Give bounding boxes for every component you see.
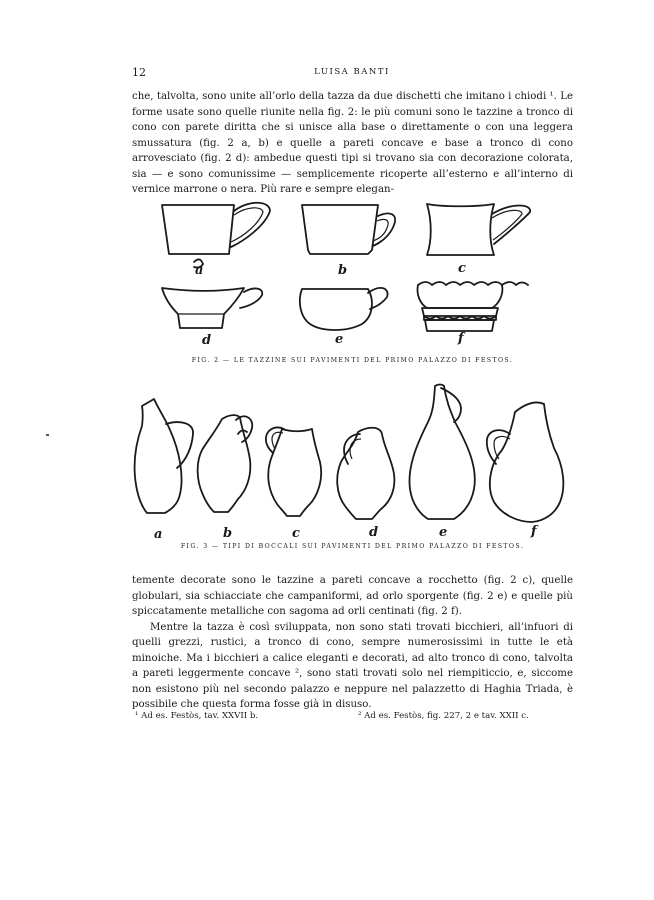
fig3-label-e: e: [439, 525, 448, 540]
figure-2-caption: FIG. 2 — LE TAZZINE SUI PAVIMENTI DEL PRIMO PALAZZO DI FESTOS.: [191, 357, 514, 364]
cup-a-drawing: [162, 203, 270, 268]
page-header: [132, 66, 572, 80]
fig3-label-d: d: [369, 525, 379, 540]
margin-mark: [46, 434, 49, 436]
cup-c-drawing: [427, 204, 530, 255]
cup-e-drawing: [300, 288, 388, 330]
fig2-label-f: f: [458, 331, 464, 346]
paragraph-3-text: Mentre la tazza è così sviluppata, non sono stati trovati bicchieri, all’infuori di quelli grezzi, rustici, a tronco di cono, sempre numerosissimi in tutte le età minoiche. Ma i bicchieri a calice eleganti e decorati, ad alto tronco di cono, talvolta a pareti leggermente concave ², sono stati trovati solo nel riempiticcio, e, siccome non esistono più nel secondo palazzo e neppure nel palazzetto di Haghia Triada, è possibile che questa forma fosse già in disuso.: [132, 621, 573, 710]
running-head: LUISA BANTI: [314, 67, 390, 77]
jug-e-drawing: [409, 385, 474, 520]
jug-b-drawing: [198, 415, 253, 512]
fig2-label-b: b: [338, 263, 348, 278]
fig2-label-c: c: [458, 261, 466, 276]
jug-c-drawing: [266, 428, 321, 516]
paragraph-2: [132, 573, 573, 713]
jug-d-drawing: [337, 428, 394, 519]
jug-a-drawing: [135, 399, 194, 513]
fig3-label-c: c: [292, 526, 300, 541]
fig3-label-b: b: [223, 526, 233, 541]
cup-f-drawing: [417, 282, 528, 331]
figure-2-cups: [132, 196, 573, 346]
footnote-1: ¹ Ad es. Festòs, tav. XXVII b.: [135, 711, 259, 721]
cup-d-drawing: [162, 288, 262, 328]
fig3-label-f: f: [531, 524, 537, 539]
paragraph-1-text: che, talvolta, sono unite all’orlo della tazza da due dischetti che imitano i chiodi ¹. Le forme usate sono quelle riunite nella fig. 2: le più comuni sono le tazzine a tronco di cono con parete diritta che si unisce alla base o direttamente o con una leggera smussatura (fig. 2 a, b) e quelle a pareti concave e base a tronco di cono arrovesciato (fig. 2 d): ambedue questi tipi si trovano sia con decorazione colorata, sia — e sono comunissime — semplicemente ricoperte all’esterno e all’interno di vernice marrone o nera. Più rare e sempre elegan-: [132, 91, 573, 195]
jug-f-drawing: [487, 402, 564, 522]
fig2-label-e: e: [335, 332, 344, 346]
fig3-label-a: a: [154, 527, 163, 542]
page-number: 12: [132, 66, 146, 79]
figure-3-caption: FIG. 3 — TIPI DI BOCCALI SUI PAVIMENTI DEL PRIMO PALAZZO DI FESTOS.: [180, 543, 525, 550]
figure-3-jugs: [132, 382, 573, 542]
cup-b-drawing: [302, 205, 395, 254]
paragraph-1: [132, 89, 573, 198]
paragraph-2-text: temente decorate sono le tazzine a pareti concave a rocchetto (fig. 2 c), quelle globulari, sia schiacciate che campaniformi, ad orlo sporgente (fig. 2 e) e quelle più spiccatamente metalliche con sagoma ad orli centinati (fig. 2 f).: [132, 575, 573, 617]
fig2-label-d: d: [202, 333, 212, 346]
footnote-2: ² Ad es. Festòs, fig. 227, 2 e tav. XXII c.: [358, 711, 529, 721]
fig2-label-a: a: [195, 263, 204, 278]
